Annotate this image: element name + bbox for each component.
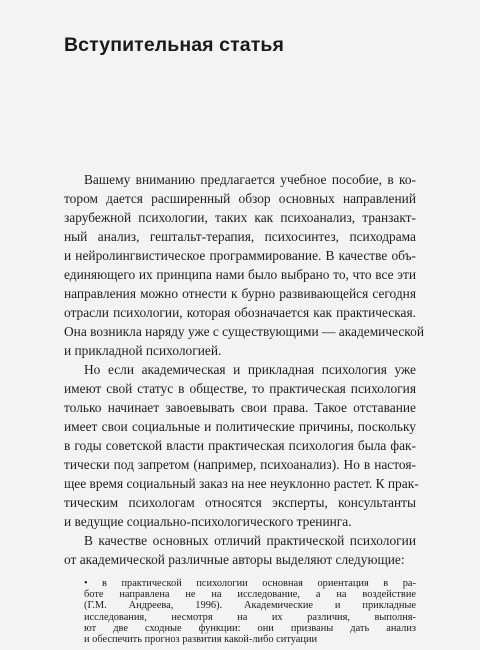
text-line: В качестве основных отличий практической психологии <box>84 533 416 548</box>
text-line: и ведущие социально-психологического тренинга. <box>64 514 352 529</box>
text-line: тическим психологам относятся эксперты, консультанты <box>64 495 416 510</box>
text-line: ют две сходные функции: они призваны дать анализ <box>84 622 416 634</box>
text-line: тором дается расширенный обзор основных направлений <box>64 191 416 206</box>
text-line: Вашему вниманию предлагается учебное пособие, в ко- <box>84 172 416 187</box>
text-line: тически под запретом (например, психоанализ). Но в настоя- <box>64 457 416 472</box>
text-line: отрасли психологии, которая обозначается как практическая. <box>64 305 416 320</box>
text-line: ный анализ, гештальт-терапия, психосинтез, психодрама <box>64 229 416 244</box>
text-line: (Г.М. Андреева, 1996). Академические и прикладные <box>84 600 416 612</box>
text-line: боте направлена не на исследование, а на воздействие <box>84 589 416 601</box>
text-line: Она возникла наряду уже с существующими — академической <box>64 324 424 339</box>
text-line: от академической различные авторы выделяют следующие: <box>64 552 405 567</box>
text-line: и нейролингвистическое программирование. В качестве объ- <box>64 248 416 263</box>
text-line: Но если академическая и прикладная психология уже <box>84 362 416 377</box>
text-line: имеет свои социальные и политические причины, поскольку <box>64 419 416 434</box>
text-line: и обеспечить прогноз развития какой-либо ситуации <box>84 634 318 645</box>
text-line: в годы советской власти практическая психология была фак- <box>64 438 416 453</box>
text-line: и прикладной психологией. <box>64 343 222 358</box>
text-line: имеют свой статус в обществе, то практическая психология <box>64 381 416 396</box>
text-line: зарубежной психологии, таких как психоанализ, транзакт- <box>64 210 416 225</box>
text-line: исследования, несмотря на их различия, выполня- <box>84 611 416 623</box>
text-line: в практической психологии основная ориентация в ра- <box>102 578 416 589</box>
section-heading: Вступительная статья <box>64 34 284 56</box>
bullet-marker: • <box>84 578 88 589</box>
text-line: направления можно отнести к бурно развивающейся сегодня <box>64 286 416 301</box>
text-line: только начинает завоевывать свои права. Такое отставание <box>64 400 416 415</box>
text-line: щее время социальный заказ на нее неуклонно растет. К прак- <box>64 476 419 491</box>
text-line: единяющего их принципа нами было выбрано то, что все эти <box>64 267 416 282</box>
